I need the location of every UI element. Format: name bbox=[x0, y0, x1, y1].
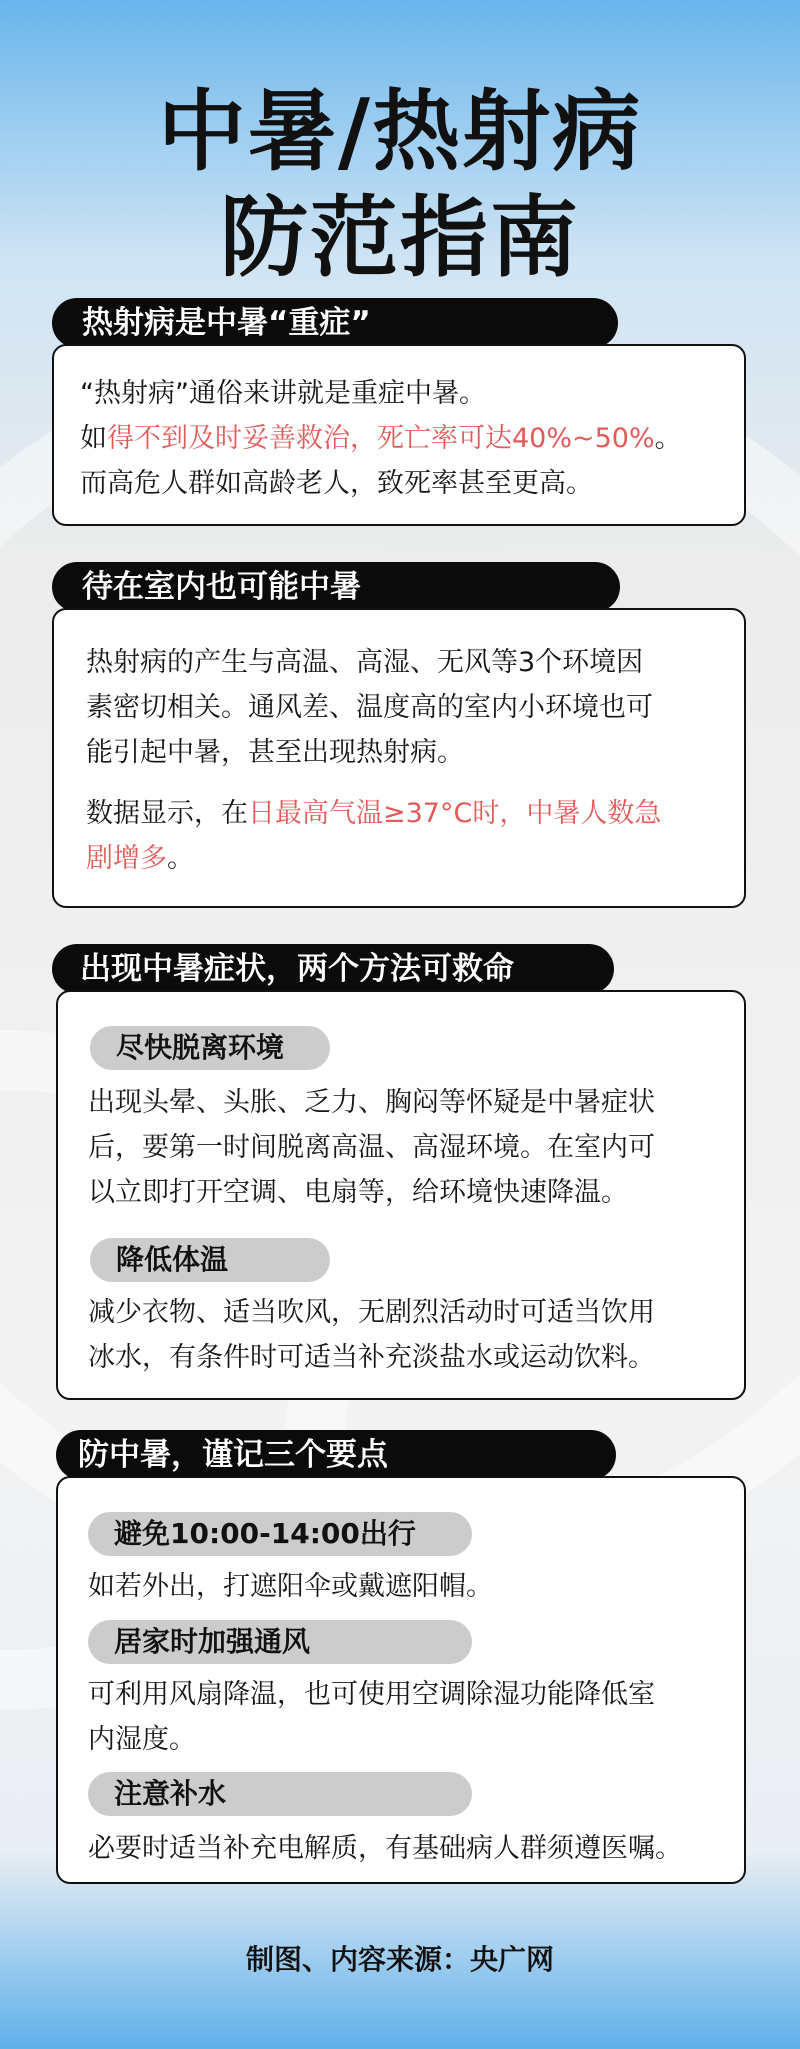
page-title-line1: 中暑/热射病 bbox=[157, 80, 643, 183]
first-aid-text: 以立即打开空调、电扇等，给环境快速降温。 bbox=[88, 1177, 628, 1208]
first-aid-text: 减少衣物、适当吹风，无剧烈活动时可适当饮用 bbox=[88, 1297, 655, 1328]
subheading-lower-temperature: 降低体温 bbox=[90, 1238, 330, 1282]
subheading-hydration: 注意补水 bbox=[88, 1772, 472, 1816]
first-aid-text: 后，要第一时间脱离高温、高湿环境。在室内可 bbox=[88, 1132, 655, 1163]
card-heatstroke-line3: 而高危人群如高龄老人，致死率甚至更高。 bbox=[80, 468, 593, 499]
card-indoor-line: 素密切相关。通风差、温度高的室内小环境也可 bbox=[86, 692, 653, 723]
first-aid-text: 出现头晕、头胀、乏力、胸闷等怀疑是中暑症状 bbox=[88, 1087, 655, 1118]
page-title-line2: 防范指南 bbox=[219, 186, 580, 289]
subheading-leave-environment: 尽快脱离环境 bbox=[90, 1026, 330, 1070]
card-heatstroke-line1: “热射病”通俗来讲就是重症中暑。 bbox=[80, 378, 486, 409]
section-heading-prevention: 防中暑，谨记三个要点 bbox=[56, 1430, 616, 1480]
section-heading-heatstroke: 热射病是中暑“重症” bbox=[52, 298, 618, 348]
card-heatstroke-line2: 如得不到及时妥善救治，死亡率可达40%~50%。 bbox=[80, 423, 682, 454]
subheading-avoid-outing: 避免10:00-14:00出行 bbox=[88, 1512, 472, 1556]
card-indoor-data-line1: 数据显示，在日最高气温≥37°C时，中暑人数急 bbox=[86, 798, 662, 829]
first-aid-text: 冰水，有条件时可适当补充淡盐水或运动饮料。 bbox=[88, 1342, 655, 1373]
prevention-text: 如若外出，打遮阳伞或戴遮阳帽。 bbox=[88, 1571, 493, 1602]
card-indoor-data-line2: 剧增多。 bbox=[86, 843, 194, 874]
prevention-text: 内湿度。 bbox=[88, 1724, 196, 1755]
prevention-text: 必要时适当补充电解质，有基础病人群须遵医嘱。 bbox=[88, 1833, 682, 1864]
card-indoor-line: 热射病的产生与高温、高湿、无风等3个环境因 bbox=[86, 647, 644, 678]
source-credit: 制图、内容来源：央广网 bbox=[245, 1943, 554, 1976]
card-indoor-line: 能引起中暑，甚至出现热射病。 bbox=[86, 737, 464, 768]
subheading-ventilation: 居家时加强通风 bbox=[88, 1620, 472, 1664]
prevention-text: 可利用风扇降温，也可使用空调除湿功能降低室 bbox=[88, 1679, 655, 1710]
section-heading-first-aid: 出现中暑症状，两个方法可救命 bbox=[52, 944, 614, 994]
section-heading-indoor: 待在室内也可能中暑 bbox=[52, 562, 620, 612]
